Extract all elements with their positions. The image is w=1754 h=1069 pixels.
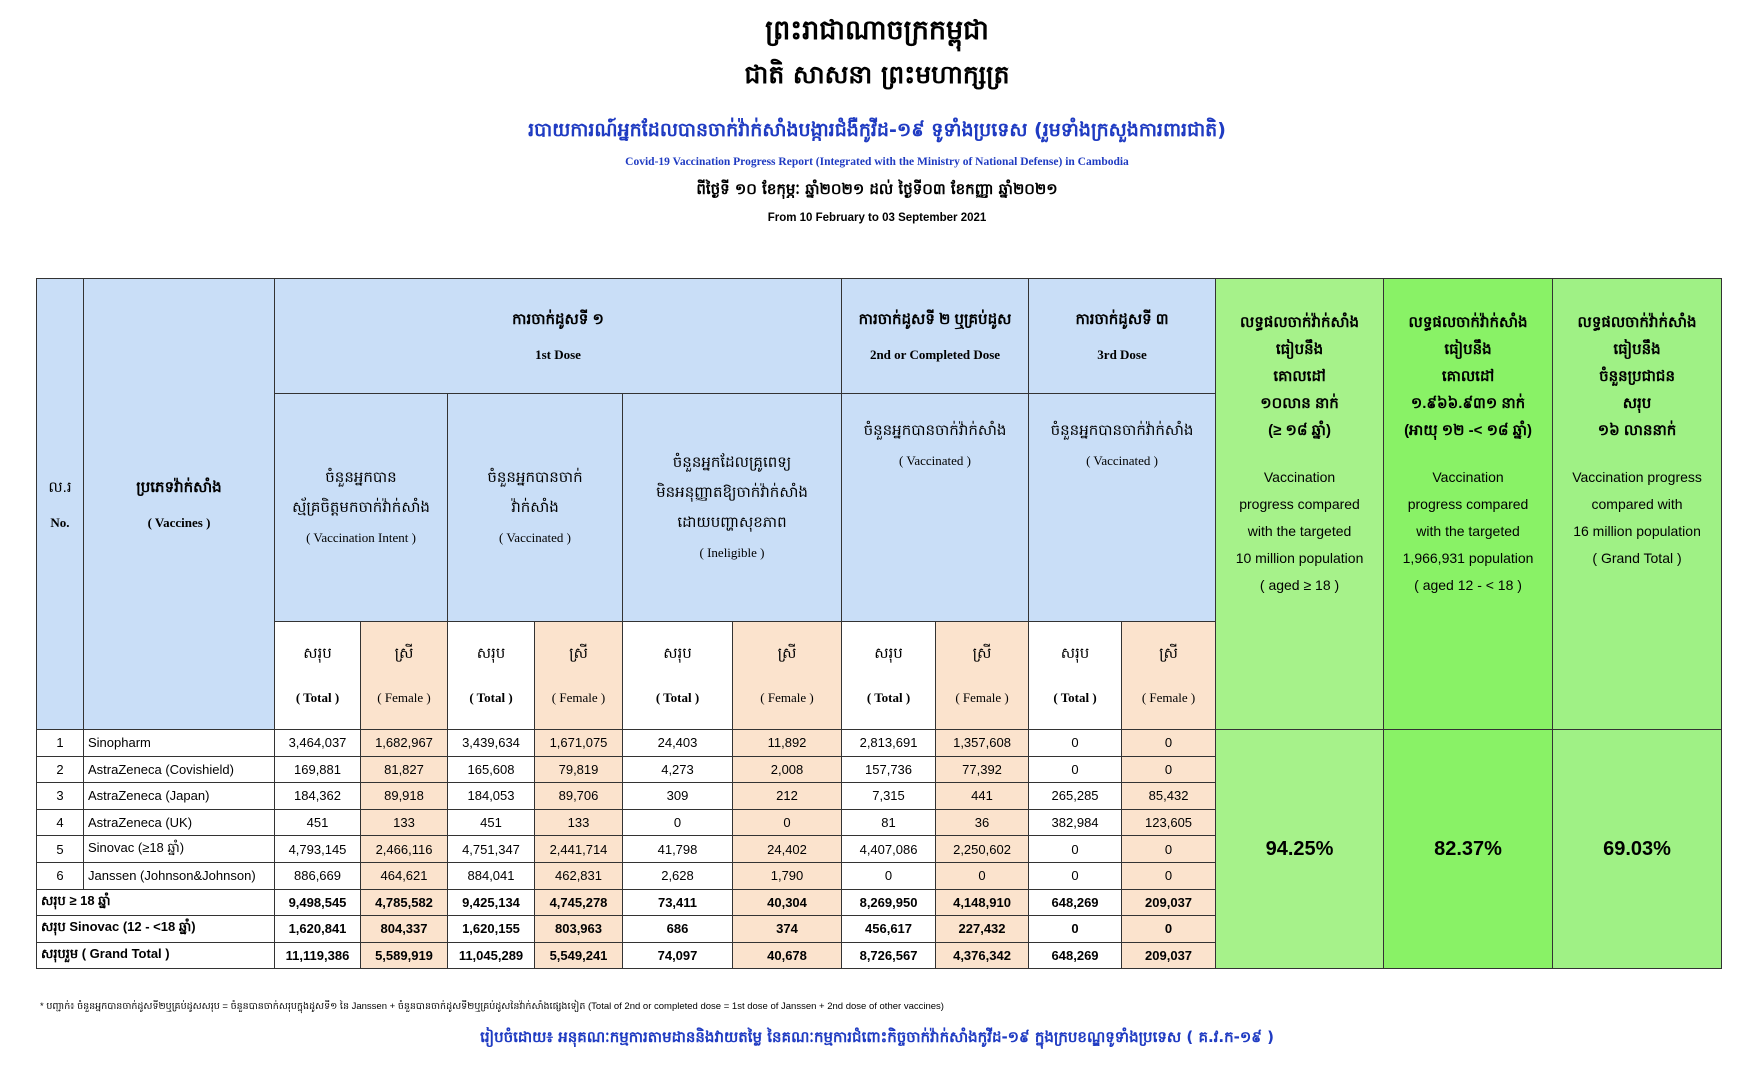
- report-title-en: Covid-19 Vaccination Progress Report (Integrated with the Ministry of National Defense) in Cambodia: [625, 156, 1129, 168]
- value-cell: 309: [623, 783, 733, 810]
- value-cell: 133: [361, 809, 448, 836]
- col-vaccine-header: ប្រភេទវ៉ាក់សាំង ( Vaccines ): [84, 279, 275, 730]
- value-cell: 648,269: [1029, 889, 1122, 916]
- value-cell: 648,269: [1029, 942, 1122, 969]
- value-cell: 3,464,037: [275, 730, 361, 757]
- value-cell: 4,273: [623, 756, 733, 783]
- value-cell: 157,736: [842, 756, 936, 783]
- female-kh-label: ស្រី: [569, 644, 588, 662]
- progress-grand: 69.03%: [1553, 730, 1722, 969]
- value-cell: 3,439,634: [448, 730, 535, 757]
- row-number: 3: [37, 783, 84, 810]
- value-cell: 0: [1122, 730, 1216, 757]
- vaccinated-header: ចំនួនអ្នកបានចាក់ វ៉ាក់សាំង ( Vaccinated ): [448, 394, 623, 622]
- table-body: [37, 730, 1722, 969]
- total-header: [1029, 622, 1122, 730]
- value-cell: 79,819: [535, 756, 623, 783]
- value-cell: 81: [842, 809, 936, 836]
- kingdom-title: ព្រះរាជាណាចក្រកម្ពុជា: [765, 15, 989, 46]
- value-cell: 451: [448, 809, 535, 836]
- footnote: * បញ្ជាក់៖ ចំនួនអ្នកបានចាក់ដូសទី២ឬគ្រប់ដូសសរុប = ចំនួនបានចាក់សរុបក្នុងដូសទី១ នៃ Janssen + ចំនួនបានចាក់ដូសទី២ឬគ្រប់ដូសនៃវ៉ាក់សាំងផ្សេងទៀត (Total of 2nd or completed dose = 1st dose of Janssen + 2nd dose of other vaccines): [40, 1001, 944, 1012]
- dose3-vaccinated-header: ចំនួនអ្នកបានចាក់វ៉ាក់សាំង ( Vaccinated ): [1029, 394, 1216, 622]
- female-en-label: ( Female ): [1141, 689, 1196, 705]
- total-en-label: ( Total ): [655, 689, 700, 705]
- vaccine-name: Sinopharm: [84, 730, 275, 757]
- total-kh-label: សរុប: [476, 644, 506, 662]
- motto: ជាតិ សាសនា ព្រះមហាក្សត្រ: [744, 60, 1010, 89]
- value-cell: 4,148,910: [936, 889, 1029, 916]
- value-cell: 4,745,278: [535, 889, 623, 916]
- dose1-header: ការចាក់ដូសទី ១ 1st Dose: [275, 279, 842, 394]
- value-cell: 0: [1122, 836, 1216, 863]
- vaccine-name: Sinovac (≥18 ឆ្នាំ): [84, 836, 275, 863]
- value-cell: 4,785,582: [361, 889, 448, 916]
- female-header: [535, 622, 623, 730]
- value-cell: 41,798: [623, 836, 733, 863]
- value-cell: 73,411: [623, 889, 733, 916]
- female-en-label: ( Female ): [377, 689, 431, 705]
- value-cell: 7,315: [842, 783, 936, 810]
- value-cell: 5,549,241: [535, 942, 623, 969]
- value-cell: 227,432: [936, 916, 1029, 943]
- value-cell: 1,620,155: [448, 916, 535, 943]
- total-label: សរុប Sinovac (12 - <18 ឆ្នាំ): [37, 916, 275, 943]
- dose2-header: ការចាក់ដូសទី ២ ឬគ្រប់ដូស 2nd or Completed Dose: [842, 279, 1029, 394]
- total-en-label: ( Total ): [866, 689, 911, 705]
- progress-youth: 82.37%: [1384, 730, 1553, 969]
- value-cell: 1,790: [733, 862, 842, 889]
- value-cell: 209,037: [1122, 889, 1216, 916]
- value-cell: 184,053: [448, 783, 535, 810]
- total-en-label: ( Total ): [295, 689, 340, 705]
- value-cell: 464,621: [361, 862, 448, 889]
- female-header: [361, 622, 448, 730]
- total-kh-label: សរុប: [874, 644, 903, 662]
- ineligible-header: ចំនួនអ្នកដែលគ្រូពេទ្យ មិនអនុញ្ញាតឱ្យចាក់វ៉ាក់សាំង ដោយបញ្ហាសុខភាព ( Ineligible ): [623, 394, 842, 622]
- value-cell: 0: [1029, 756, 1122, 783]
- value-cell: 686: [623, 916, 733, 943]
- value-cell: 441: [936, 783, 1029, 810]
- total-label: សរុបរួម ( Grand Total ): [37, 942, 275, 969]
- value-cell: 4,376,342: [936, 942, 1029, 969]
- value-cell: 374: [733, 916, 842, 943]
- value-cell: 0: [733, 809, 842, 836]
- value-cell: 451: [275, 809, 361, 836]
- dose2-vaccinated-header: ចំនួនអ្នកបានចាក់វ៉ាក់សាំង ( Vaccinated ): [842, 394, 1029, 622]
- row-number: 1: [37, 730, 84, 757]
- value-cell: 1,682,967: [361, 730, 448, 757]
- value-cell: 2,466,116: [361, 836, 448, 863]
- value-cell: 81,827: [361, 756, 448, 783]
- value-cell: 804,337: [361, 916, 448, 943]
- row-number: 5: [37, 836, 84, 863]
- value-cell: 165,608: [448, 756, 535, 783]
- female-header: [1122, 622, 1216, 730]
- female-kh-label: ស្រី: [1159, 644, 1178, 662]
- value-cell: 77,392: [936, 756, 1029, 783]
- value-cell: 265,285: [1029, 783, 1122, 810]
- value-cell: 123,605: [1122, 809, 1216, 836]
- value-cell: 0: [842, 862, 936, 889]
- col-no-header: ល.រ No.: [37, 279, 84, 730]
- value-cell: 456,617: [842, 916, 936, 943]
- value-cell: 886,669: [275, 862, 361, 889]
- value-cell: 1,671,075: [535, 730, 623, 757]
- value-cell: 0: [1122, 862, 1216, 889]
- female-en-label: ( Female ): [551, 689, 606, 705]
- total-kh-label: សរុប: [663, 644, 692, 662]
- value-cell: 8,726,567: [842, 942, 936, 969]
- vaccine-name: AstraZeneca (UK): [84, 809, 275, 836]
- report-title-kh: របាយការណ៍អ្នកដែលបានចាក់វ៉ាក់សាំងបង្ការជំងឺកូវីដ-១៩ ទូទាំងប្រទេស (រួមទាំងក្រសួងការពារជាតិ): [528, 119, 1226, 141]
- dose3-header: ការចាក់ដូសទី ៣ 3rd Dose: [1029, 279, 1216, 394]
- female-header: [733, 622, 842, 730]
- value-cell: 2,813,691: [842, 730, 936, 757]
- value-cell: 5,589,919: [361, 942, 448, 969]
- total-kh-label: សរុប: [303, 644, 332, 662]
- total-header: [623, 622, 733, 730]
- row-number: 6: [37, 862, 84, 889]
- value-cell: 212: [733, 783, 842, 810]
- female-header: [936, 622, 1029, 730]
- value-cell: 11,892: [733, 730, 842, 757]
- vaccine-name: AstraZeneca (Japan): [84, 783, 275, 810]
- value-cell: 40,678: [733, 942, 842, 969]
- female-en-label: ( Female ): [760, 689, 814, 705]
- value-cell: 89,706: [535, 783, 623, 810]
- value-cell: 0: [1029, 862, 1122, 889]
- value-cell: 4,793,145: [275, 836, 361, 863]
- total-kh-label: សរុប: [1060, 644, 1090, 662]
- value-cell: 11,119,386: [275, 942, 361, 969]
- value-cell: 1,357,608: [936, 730, 1029, 757]
- value-cell: 36: [936, 809, 1029, 836]
- value-cell: 209,037: [1122, 942, 1216, 969]
- female-kh-label: ស្រី: [972, 644, 992, 662]
- value-cell: 85,432: [1122, 783, 1216, 810]
- value-cell: 24,402: [733, 836, 842, 863]
- value-cell: 0: [1029, 836, 1122, 863]
- progress-adults: 94.25%: [1216, 730, 1384, 969]
- value-cell: 184,362: [275, 783, 361, 810]
- value-cell: 2,008: [733, 756, 842, 783]
- total-header: [448, 622, 535, 730]
- period-en: From 10 February to 03 September 2021: [767, 212, 987, 224]
- progress-grand-header: លទ្ធផលចាក់វ៉ាក់សាំង ធៀបនឹង ចំនួនប្រជាជន សរុប ១៦ លាននាក់ Vaccination progress compared with 16 million population ( Grand Total ): [1553, 279, 1722, 730]
- value-cell: 0: [936, 862, 1029, 889]
- row-number: 2: [37, 756, 84, 783]
- vaccine-name: AstraZeneca (Covishield): [84, 756, 275, 783]
- value-cell: 0: [1122, 916, 1216, 943]
- value-cell: 9,498,545: [275, 889, 361, 916]
- period-kh: ពីថ្ងៃទី ១០ ខែកុម្ភៈ ឆ្នាំ២០២១ ដល់ ថ្ងៃទី០៣ ខែកញ្ញា ឆ្នាំ២០២១: [696, 180, 1058, 198]
- value-cell: 11,045,289: [448, 942, 535, 969]
- value-cell: 0: [1029, 916, 1122, 943]
- value-cell: 169,881: [275, 756, 361, 783]
- value-cell: 4,751,347: [448, 836, 535, 863]
- row-number: 4: [37, 809, 84, 836]
- value-cell: 2,250,602: [936, 836, 1029, 863]
- value-cell: 74,097: [623, 942, 733, 969]
- female-kh-label: ស្រី: [777, 644, 797, 662]
- value-cell: 0: [1122, 756, 1216, 783]
- value-cell: 462,831: [535, 862, 623, 889]
- intent-header: ចំនួនអ្នកបាន ស្ម័គ្រចិត្តមកចាក់វ៉ាក់សាំង ( Vaccination Intent ): [275, 394, 448, 622]
- total-header: [842, 622, 936, 730]
- value-cell: 1,620,841: [275, 916, 361, 943]
- value-cell: 2,441,714: [535, 836, 623, 863]
- total-en-label: ( Total ): [1053, 689, 1097, 705]
- value-cell: 24,403: [623, 730, 733, 757]
- female-en-label: ( Female ): [955, 689, 1009, 705]
- progress-adults-header: លទ្ធផលចាក់វ៉ាក់សាំង ធៀបនឹង គោលដៅ ១០លាន នាក់ (≥ ១៨ ឆ្នាំ) Vaccination progress compared with the targeted 10 million population ( aged ≥ 18 ): [1216, 279, 1384, 730]
- value-cell: 382,984: [1029, 809, 1122, 836]
- value-cell: 803,963: [535, 916, 623, 943]
- progress-youth-header: លទ្ធផលចាក់វ៉ាក់សាំង ធៀបនឹង គោលដៅ ១.៩៦៦.៩៣១ នាក់ (អាយុ ១២ -< ១៨ ឆ្នាំ) Vaccination progress compared with the targeted 1,966,931 population ( aged 12 - < 18 ): [1384, 279, 1553, 730]
- vaccine-name: Janssen (Johnson&Johnson): [84, 862, 275, 889]
- value-cell: 133: [535, 809, 623, 836]
- value-cell: 8,269,950: [842, 889, 936, 916]
- female-kh-label: ស្រី: [394, 644, 414, 662]
- value-cell: 9,425,134: [448, 889, 535, 916]
- value-cell: 0: [623, 809, 733, 836]
- value-cell: 2,628: [623, 862, 733, 889]
- value-cell: 884,041: [448, 862, 535, 889]
- total-label: សរុប ≥ 18 ឆ្នាំ: [37, 889, 275, 916]
- value-cell: 4,407,086: [842, 836, 936, 863]
- value-cell: 89,918: [361, 783, 448, 810]
- value-cell: 0: [1029, 730, 1122, 757]
- value-cell: 40,304: [733, 889, 842, 916]
- total-en-label: ( Total ): [469, 689, 513, 705]
- table-row: [37, 730, 1722, 757]
- footer-credit: រៀបចំដោយ៖ អនុគណៈកម្មការតាមដាននិងវាយតម្លៃ នៃគណៈកម្មការជំពោះកិច្ចចាក់វ៉ាក់សាំងកូវីដ-១៩ ក្នុងក្របខណ្ឌទូទាំងប្រទេស ( គ.វ.ក-១៩ ): [480, 1028, 1274, 1046]
- total-header: [275, 622, 361, 730]
- vaccination-table: [36, 278, 1722, 969]
